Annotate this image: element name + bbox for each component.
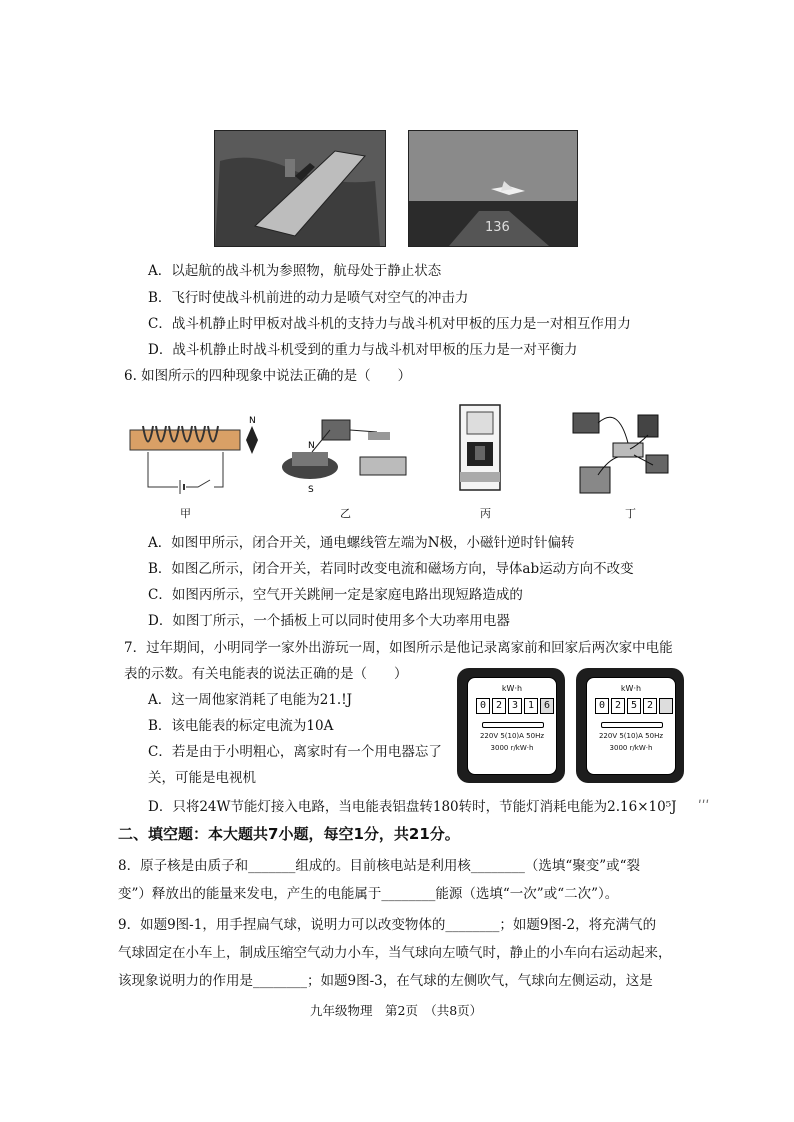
q9-line1: 9．如题9图-1，用手捏扁气球，说明力可以改变物体的________；如题9图-2，将充满气的 — [118, 917, 657, 933]
meter-digit: 0 — [595, 698, 609, 714]
meter-unit: kW·h — [620, 684, 642, 693]
jet-takeoff-photo — [408, 130, 578, 247]
margin-mark: ʹʹʹ — [698, 799, 710, 815]
q7-option-c-line1: C．若是由于小明粗心，离家时有一个用电器忘了 — [148, 744, 442, 760]
q5-option-d: D．战斗机静止时战斗机受到的重力与战斗机对甲板的压力是一对平衡力 — [148, 342, 578, 358]
page-footer: 九年级物理 第2页 （共8页） — [310, 1003, 483, 1018]
meter-digit: 2 — [611, 698, 625, 714]
q6-option-a: A．如图甲所示，闭合开关，通电螺线管左端为N极，小磁针逆时针偏转 — [148, 535, 575, 551]
meter-digit: 6 — [540, 698, 554, 714]
q8-line1: 8．原子核是由质子和_______组成的。目前核电站是利用核________（选填“聚变”或“裂 — [118, 858, 641, 874]
q6-option-b: B．如图乙所示，闭合开关，若同时改变电流和磁场方向，导体ab运动方向不改变 — [148, 561, 634, 577]
meter-face — [467, 677, 557, 775]
fig-label-yi: 乙 — [340, 507, 351, 520]
meter-digit: 3 — [508, 698, 522, 714]
motor-figure — [272, 412, 407, 497]
meter-face — [586, 677, 676, 775]
meter-digit: 0 — [476, 698, 490, 714]
q5-option-c: C．战斗机静止时甲板对战斗机的支持力与战斗机对甲板的压力是一对相互作用力 — [148, 316, 631, 332]
meter-digits — [595, 698, 673, 714]
meter-digit: 5 — [627, 698, 641, 714]
q7-stem-line1: 7．过年期间，小明同学一家外出游玩一周，如图所示是他记录离家前和回家后两次家中电能 — [124, 640, 673, 656]
magnet-s-label: S — [308, 485, 314, 495]
meter-digit: 2 — [492, 698, 506, 714]
compass-n-label: N — [249, 416, 256, 426]
meter-rating: 220V 5(10)A 50Hz — [598, 732, 664, 740]
q5-option-b: B．飞行时使战斗机前进的动力是喷气对空气的冲击力 — [148, 290, 469, 306]
meter-rating: 220V 5(10)A 50Hz — [479, 732, 545, 740]
q7-option-c-line2: 关，可能是电视机 — [148, 770, 256, 786]
q6-option-c: C．如图丙所示，空气开关跳闸一定是家庭电路出现短路造成的 — [148, 587, 523, 603]
meter-digit — [659, 698, 673, 714]
q7-option-a: A．这一周他家消耗了电能为21.!J — [148, 692, 353, 708]
fig-label-jia: 甲 — [180, 507, 191, 520]
power-strip-figure — [568, 405, 678, 500]
deck-number: 136 — [485, 220, 510, 235]
q7-option-d: D．只将24W节能灯接入电路，当电能表铝盘转180转时，节能灯消耗电能为2.16×10⁵J — [148, 799, 677, 815]
q8-line2: 变”）释放出的能量来发电，产生的电能属于________能源（选填“一次”或“二次”）。 — [118, 886, 619, 902]
energy-meter-before — [457, 668, 565, 783]
fig-label-bing: 丙 — [480, 507, 491, 520]
q7-stem-line2: 表的示数。有关电能表的说法正确的是（ ） — [124, 666, 408, 682]
meter-disc-indicator — [482, 722, 544, 728]
fig-label-ding: 丁 — [625, 507, 636, 520]
meter-digits — [476, 698, 554, 714]
section-2-heading: 二、填空题：本大题共7小题，每空1分，共21分。 — [118, 825, 460, 843]
q6-stem: 6. 如图所示的四种现象中说法正确的是（ ） — [124, 368, 412, 384]
magnet-n-label: N — [308, 441, 315, 451]
meter-digit: 1 — [524, 698, 538, 714]
q9-line2: 气球固定在小车上，制成压缩空气动力小车，当气球向左喷气时，静止的小车向右运动起来， — [118, 945, 672, 961]
solenoid-figure — [128, 412, 268, 497]
meter-unit: kW·h — [501, 684, 523, 693]
q7-option-b: B．该电能表的标定电流为10A — [148, 718, 334, 734]
circuit-breaker-figure — [455, 400, 505, 495]
energy-meter-after — [576, 668, 684, 783]
q9-line3: 该现象说明力的作用是________；如题9图-3，在气球的左侧吹气，气球向左侧运动，这是 — [118, 973, 653, 989]
carrier-photo — [214, 130, 386, 247]
meter-constant: 3000 r/kW·h — [490, 744, 534, 752]
meter-digit: 2 — [643, 698, 657, 714]
meter-constant: 3000 r/kW·h — [609, 744, 653, 752]
meter-disc-indicator — [601, 722, 663, 728]
q5-option-a: A．以起航的战斗机为参照物，航母处于静止状态 — [148, 263, 442, 279]
q6-option-d: D．如图丁所示，一个插板上可以同时使用多个大功率用电器 — [148, 613, 510, 629]
